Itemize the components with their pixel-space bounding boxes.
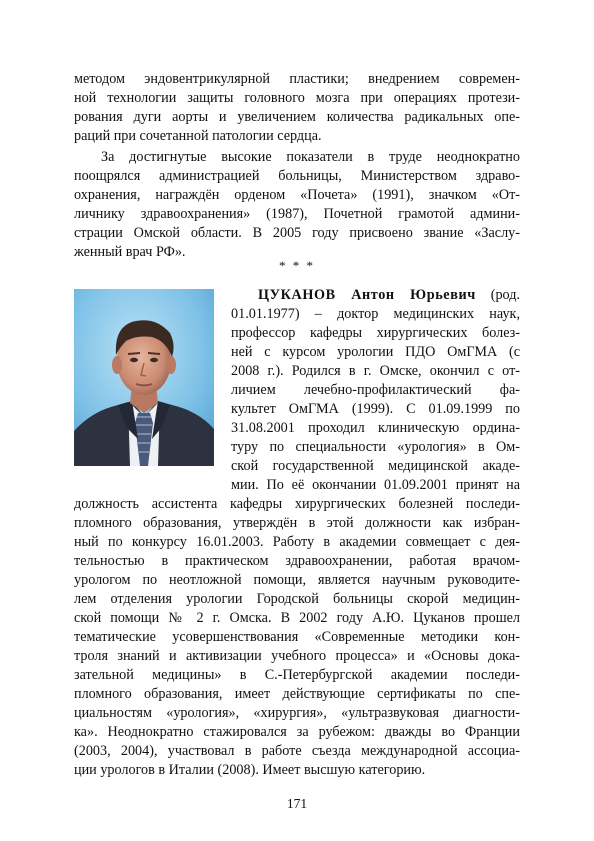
page-number: 171	[286, 796, 308, 811]
text-line: пломного образования, утверждён в этой должности как избран-	[74, 515, 520, 531]
text-line: рования дуги аорты и увеличением количества радикальных опе-	[74, 109, 520, 125]
text-line: ской помощи № 2 г. Омска. В 2002 году А.Ю. Цуканов прошел	[74, 610, 520, 626]
text-line: урологом по неотложной помощи, является научным руководите-	[74, 572, 520, 588]
person-name: ЦУКАНОВ Антон Юрьевич	[258, 287, 476, 303]
text-line: тельностью в практическом здравоохранении, работая врачом-	[74, 553, 520, 569]
text-line: ции урологов в Италии (2008). Имеет высшую категорию.	[74, 762, 426, 778]
birth-intro: (род.	[475, 287, 520, 303]
text-line: должность ассистента кафедры хирургических болезней последи-	[74, 496, 520, 512]
text-line: личнику здравоохранения» (1987), Почетной грамотой админи-	[74, 206, 520, 222]
text-line: (2003, 2004), участвовал в работе съезда международной ассоциа-	[74, 743, 520, 759]
bio-heading-line	[258, 286, 520, 305]
text-line: личием лечебно-профилактический фа-	[231, 382, 520, 398]
section-separator: * * *	[279, 258, 315, 273]
text-line: циальностям «урология», «хирургия», «ультразвуковая диагности-	[74, 705, 520, 721]
text-line: раций при сочетанной патологии сердца.	[74, 128, 322, 144]
text-line: За достигнутые высокие показатели в труде неоднократно	[101, 149, 520, 165]
text-line: мии. По её окончании 01.09.2001 принят на	[231, 477, 520, 493]
portrait-photo	[74, 289, 214, 466]
text-line: ней с курсом урологии ПДО ОмГМА (с	[231, 344, 520, 360]
text-line: пломного образования, имеет действующие сертификаты по спе-	[74, 686, 520, 702]
text-line: ской государственной медицинской акаде-	[231, 458, 520, 474]
text-line: зательной медицины» в С.-Петербургской академии последи-	[74, 667, 520, 683]
text-line: лем отделения урологии Городской больницы скорой медицин-	[74, 591, 520, 607]
text-line: охранения, награждён орденом «Почета» (1991), значком «От-	[74, 187, 520, 203]
text-line: ной технологии защиты головного мозга при операциях протези-	[74, 90, 520, 106]
text-line: 01.01.1977) – доктор медицинских наук,	[231, 306, 520, 322]
text-line: методом эндовентрикулярной пластики; внедрением современ-	[74, 71, 520, 87]
text-line: женный врач РФ».	[74, 244, 186, 260]
text-line: 2008 г.). Родился в г. Омске, окончил с от-	[231, 363, 520, 379]
text-line: культет ОмГМА (1999). С 01.09.1999 по	[231, 401, 520, 417]
text-line: тематические усовершенствования «Современные методики кон-	[74, 629, 520, 645]
text-line: поощрялся администрацией больницы, Министерством здраво-	[74, 168, 520, 184]
text-line: ка». Неоднократно стажировался за рубежом: дважды во Франции	[74, 724, 520, 740]
text-line: 31.08.2001 проходил клиническую ордина-	[231, 420, 520, 436]
text-line: туру по специальности «урология» в Ом-	[231, 439, 520, 455]
text-line: троля знаний и активизации учебного процесса» и «Основы дока-	[74, 648, 520, 664]
text-line: ный по конкурсу 16.01.2003. Работу в академии совмещает с дея-	[74, 534, 520, 550]
text-line: страции Омской области. В 2005 году присвоено звание «Заслу-	[74, 225, 520, 241]
text-line: профессор кафедры хирургических болез-	[231, 325, 520, 341]
